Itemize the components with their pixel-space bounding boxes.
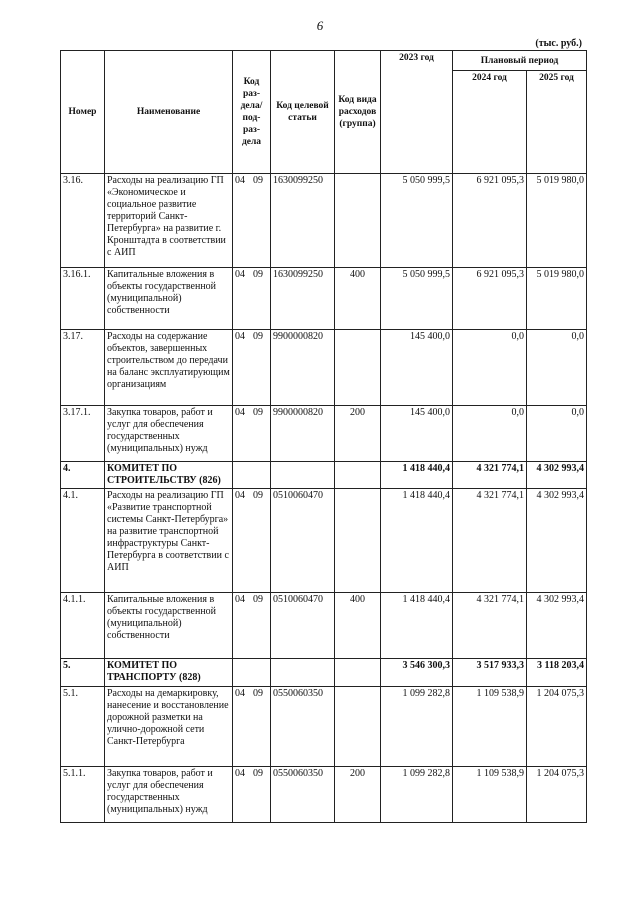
row-2023: 1 418 440,4 <box>381 489 453 593</box>
header-name: Наименование <box>105 51 233 174</box>
row-target-code: 0510060470 <box>271 489 335 593</box>
table-row <box>61 687 587 767</box>
row-2024: 4 321 774,1 <box>453 489 527 593</box>
header-section: Код раз- дела/ под- раз- дела <box>233 51 271 174</box>
subsection-code: 09 <box>253 768 263 779</box>
row-target-code: 0550060350 <box>271 767 335 823</box>
row-target-code <box>271 462 335 489</box>
row-section-code <box>233 767 271 823</box>
row-number: 3.17. <box>61 330 105 406</box>
header-planning: Плановый период <box>453 51 587 71</box>
table-row <box>61 767 587 823</box>
row-target-code <box>271 659 335 687</box>
row-number: 5.1.1. <box>61 767 105 823</box>
table-row <box>61 268 587 330</box>
row-target-code: 0510060470 <box>271 593 335 659</box>
table-row <box>61 330 587 406</box>
row-name: Расходы на реализацию ГП «Экономическое и социальное развитие территорий Санкт-Петербурга» на развитие г. Кронштадта в соответствии с АИП <box>105 174 233 268</box>
table-row <box>61 174 587 268</box>
header-target: Код целевой статьи <box>271 51 335 174</box>
row-section-code <box>233 174 271 268</box>
table-row <box>61 593 587 659</box>
row-2025: 0,0 <box>527 330 587 406</box>
row-2024: 4 321 774,1 <box>453 593 527 659</box>
row-name: Закупка товаров, работ и услуг для обеспечения государственных (муниципальных) нужд <box>105 767 233 823</box>
section-code: 04 <box>235 175 245 186</box>
budget-table <box>60 50 587 823</box>
row-2025: 1 204 075,3 <box>527 767 587 823</box>
row-number: 3.16. <box>61 174 105 268</box>
row-2023: 145 400,0 <box>381 330 453 406</box>
row-name: Расходы на демаркировку, нанесение и восстановление дорожной разметки на улично-дорожной сети Санкт-Петербурга <box>105 687 233 767</box>
row-number: 5.1. <box>61 687 105 767</box>
row-name: КОМИТЕТ ПО ТРАНСПОРТУ (828) <box>105 659 233 687</box>
subsection-code: 09 <box>253 175 263 186</box>
row-name: Капитальные вложения в объекты государственной (муниципальной) собственности <box>105 268 233 330</box>
row-section-code <box>233 330 271 406</box>
row-expense-type <box>335 174 381 268</box>
row-number: 4. <box>61 462 105 489</box>
row-2024: 0,0 <box>453 406 527 462</box>
row-expense-type <box>335 687 381 767</box>
row-2023: 5 050 999,5 <box>381 268 453 330</box>
table-row <box>61 406 587 462</box>
row-2023: 1 099 282,8 <box>381 767 453 823</box>
units-label: (тыс. руб.) <box>535 38 582 49</box>
row-2025: 4 302 993,4 <box>527 593 587 659</box>
row-name: КОМИТЕТ ПО СТРОИТЕЛЬСТВУ (826) <box>105 462 233 489</box>
section-code: 04 <box>235 768 245 779</box>
row-number: 4.1. <box>61 489 105 593</box>
row-number: 5. <box>61 659 105 687</box>
subsection-code: 09 <box>253 269 263 280</box>
row-2025: 0,0 <box>527 406 587 462</box>
row-2023: 1 418 440,4 <box>381 462 453 489</box>
row-2023: 5 050 999,5 <box>381 174 453 268</box>
row-2024: 6 921 095,3 <box>453 268 527 330</box>
subsection-code: 09 <box>253 688 263 699</box>
row-expense-type: 400 <box>335 593 381 659</box>
row-section-code <box>233 687 271 767</box>
table-row <box>61 489 587 593</box>
row-2024: 1 109 538,9 <box>453 687 527 767</box>
row-name: Капитальные вложения в объекты государственной (муниципальной) собственности <box>105 593 233 659</box>
row-section-code <box>233 268 271 330</box>
row-target-code: 9900000820 <box>271 406 335 462</box>
row-2024: 4 321 774,1 <box>453 462 527 489</box>
row-expense-type <box>335 462 381 489</box>
row-expense-type: 400 <box>335 268 381 330</box>
page-number: 6 <box>316 18 324 33</box>
row-2025: 4 302 993,4 <box>527 462 587 489</box>
row-section-code <box>233 593 271 659</box>
header-2025: 2025 год <box>527 71 587 174</box>
row-target-code: 1630099250 <box>271 268 335 330</box>
row-2024: 0,0 <box>453 330 527 406</box>
row-2023: 1 418 440,4 <box>381 593 453 659</box>
row-target-code: 1630099250 <box>271 174 335 268</box>
row-number: 4.1.1. <box>61 593 105 659</box>
header-2023: 2023 год <box>381 51 453 174</box>
row-expense-type: 200 <box>335 767 381 823</box>
row-2025: 5 019 980,0 <box>527 174 587 268</box>
row-section-code <box>233 406 271 462</box>
table-row <box>61 659 587 687</box>
row-expense-type <box>335 330 381 406</box>
row-2023: 1 099 282,8 <box>381 687 453 767</box>
row-2025: 4 302 993,4 <box>527 489 587 593</box>
row-name: Расходы на реализацию ГП «Развитие транспортной системы Санкт-Петербурга» на развитие транспортной инфраструктуры Санкт-Петербурга в соответствии с АИП <box>105 489 233 593</box>
section-code: 04 <box>235 269 245 280</box>
header-2024: 2024 год <box>453 71 527 174</box>
row-section-code <box>233 489 271 593</box>
subsection-code: 09 <box>253 490 263 501</box>
subsection-code: 09 <box>253 407 263 418</box>
row-target-code: 0550060350 <box>271 687 335 767</box>
row-2025: 5 019 980,0 <box>527 268 587 330</box>
section-code: 04 <box>235 490 245 501</box>
table-row <box>61 462 587 489</box>
row-2023: 145 400,0 <box>381 406 453 462</box>
section-code: 04 <box>235 407 245 418</box>
row-name: Закупка товаров, работ и услуг для обеспечения государственных (муниципальных) нужд <box>105 406 233 462</box>
row-expense-type: 200 <box>335 406 381 462</box>
row-number: 3.16.1. <box>61 268 105 330</box>
header-expense-type: Код вида расходов (группа) <box>335 51 381 174</box>
row-2024: 3 517 933,3 <box>453 659 527 687</box>
section-code: 04 <box>235 688 245 699</box>
section-code: 04 <box>235 331 245 342</box>
subsection-code: 09 <box>253 331 263 342</box>
subsection-code: 09 <box>253 594 263 605</box>
row-2023: 3 546 300,3 <box>381 659 453 687</box>
section-code: 04 <box>235 594 245 605</box>
table-body <box>61 174 587 823</box>
row-target-code: 9900000820 <box>271 330 335 406</box>
row-expense-type <box>335 489 381 593</box>
row-number: 3.17.1. <box>61 406 105 462</box>
row-name: Расходы на содержание объектов, завершенных строительством до передачи на баланс эксплуатирующим организациям <box>105 330 233 406</box>
row-2025: 3 118 203,4 <box>527 659 587 687</box>
row-section-code <box>233 462 271 489</box>
row-2024: 1 109 538,9 <box>453 767 527 823</box>
row-2025: 1 204 075,3 <box>527 687 587 767</box>
row-expense-type <box>335 659 381 687</box>
row-section-code <box>233 659 271 687</box>
row-2024: 6 921 095,3 <box>453 174 527 268</box>
header-num: Номер <box>61 51 105 174</box>
